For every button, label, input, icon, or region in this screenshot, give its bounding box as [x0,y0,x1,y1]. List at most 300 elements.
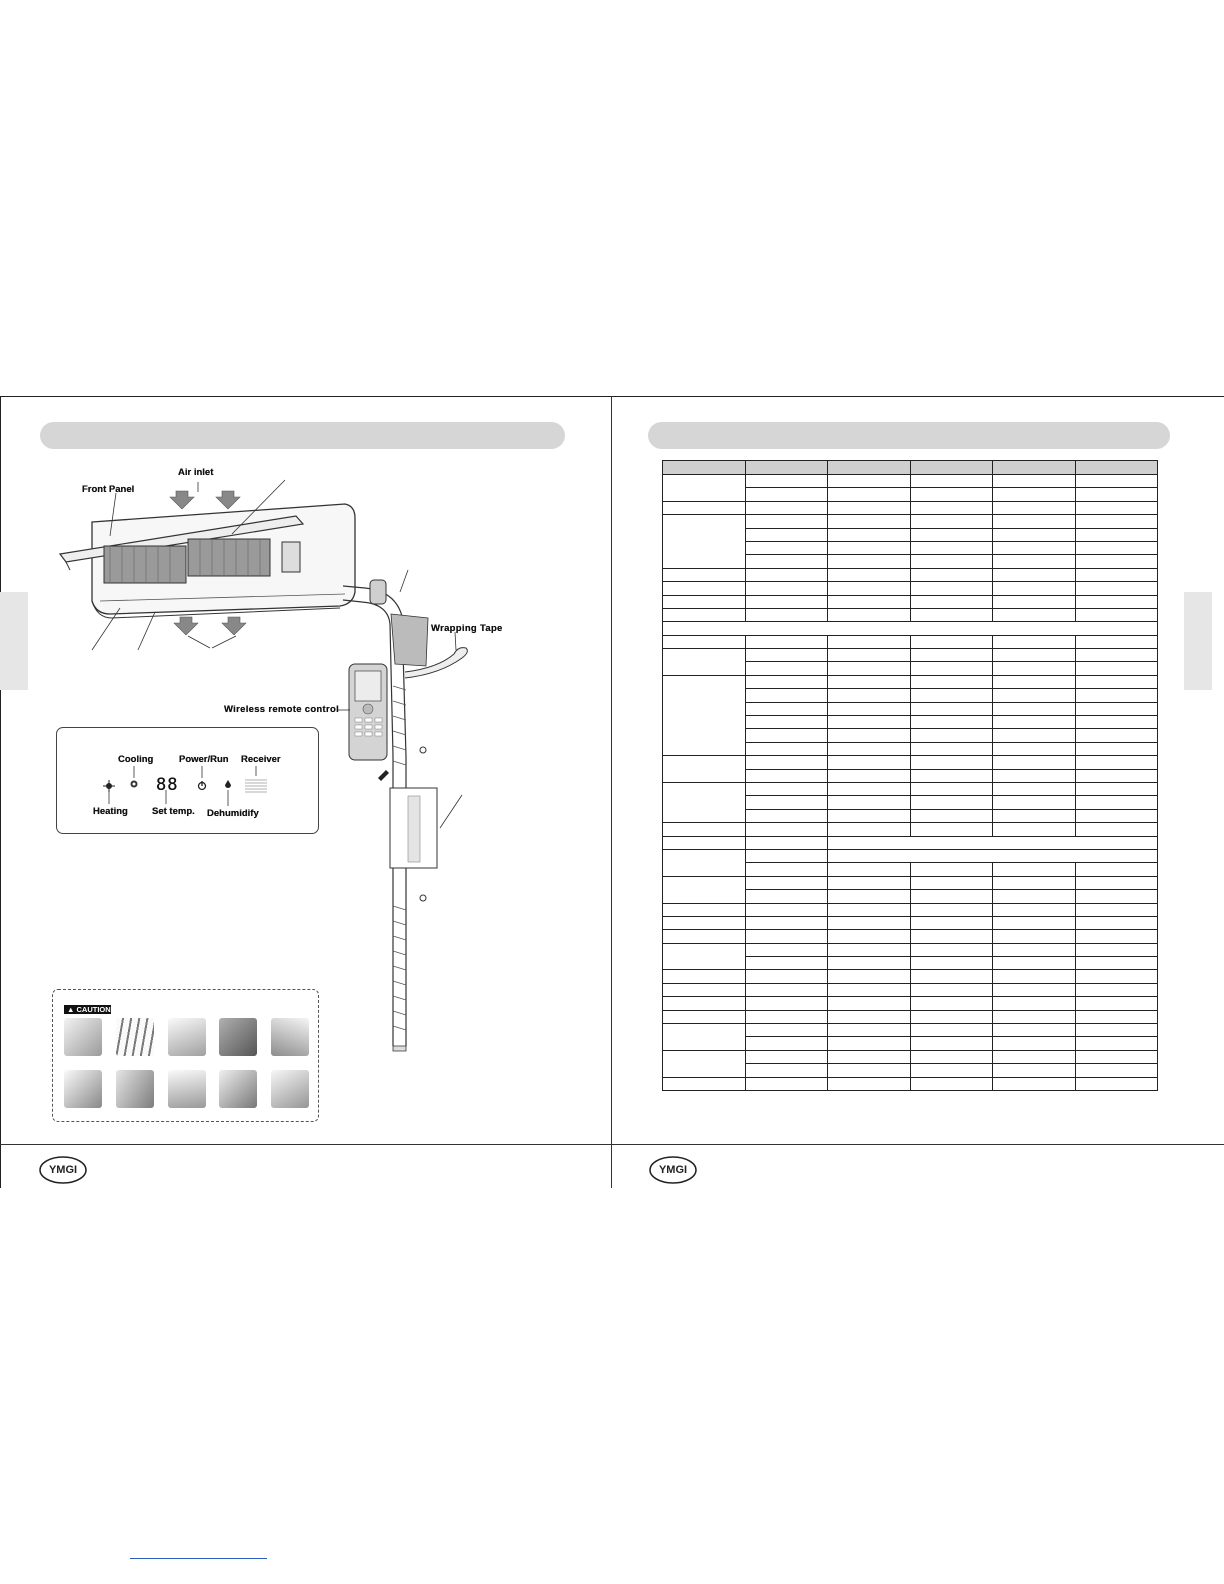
table-cell [1075,649,1158,662]
heating-label: Heating [93,806,128,817]
table-cell [1075,890,1158,903]
temperature-display: 88 [156,775,179,795]
table-cell [993,582,1076,595]
front-panel-label: Front Panel [82,484,135,495]
table-cell [1075,930,1158,943]
table-cell [828,689,911,702]
table-cell [828,836,1158,849]
table-cell [745,970,828,983]
table-cell [1075,608,1158,621]
table-cell [910,1077,993,1090]
table-cell [828,582,911,595]
table-cell [993,662,1076,675]
table-cell [993,742,1076,755]
cooling-icon [131,781,138,788]
table-cell [1075,756,1158,769]
table-cell [745,595,828,608]
table-cell [663,997,746,1010]
table-cell [910,541,993,554]
table-cell [828,876,911,889]
accessory-brackets [219,1018,257,1056]
table-cell [663,903,746,916]
receiver-label: Receiver [241,754,281,765]
table-cell [993,501,1076,514]
table-row [663,608,1158,621]
accessory-t-joint [219,1070,257,1108]
table-cell [828,957,911,970]
table-cell [1075,863,1158,876]
table-cell [1075,916,1158,929]
table-cell [663,1077,746,1090]
table-row [663,903,1158,916]
table-cell [745,863,828,876]
table-cell [828,983,911,996]
table-cell [1075,675,1158,688]
table-cell [745,716,828,729]
table-cell [910,488,993,501]
table-row [663,515,1158,528]
table-cell [1075,488,1158,501]
table-cell [993,890,1076,903]
table-cell [993,649,1076,662]
table-cell [663,930,746,943]
table-cell [745,916,828,929]
table-cell [745,635,828,648]
table-cell [745,608,828,621]
table-header-cell [745,461,828,475]
table-cell [663,970,746,983]
table-header-cell [828,461,911,475]
table-cell [993,488,1076,501]
table-cell [745,582,828,595]
table-cell [1075,903,1158,916]
table-cell [910,782,993,795]
table-cell [828,649,911,662]
table-cell [745,568,828,581]
table-cell [663,916,746,929]
table-cell [993,916,1076,929]
table-cell [745,997,828,1010]
table-cell [1075,729,1158,742]
caution-badge: ▲ CAUTION [64,1005,111,1014]
table-cell [745,823,828,836]
table-cell [745,649,828,662]
table-row [663,501,1158,514]
table-cell [828,809,911,822]
table-cell [993,796,1076,809]
table-cell [910,649,993,662]
table-cell [993,729,1076,742]
table-cell [745,890,828,903]
table-cell [1075,716,1158,729]
table-cell [828,1010,911,1023]
table-cell [745,742,828,755]
table-cell [745,930,828,943]
table-cell [663,501,746,514]
table-cell [828,675,911,688]
wrapping-tape-label: Wrapping Tape [431,623,503,634]
table-cell [1075,782,1158,795]
table-cell [745,983,828,996]
table-row [663,916,1158,929]
table-cell [1075,1050,1158,1063]
table-cell [993,608,1076,621]
table-cell [993,555,1076,568]
table-cell [910,1050,993,1063]
table-cell [993,1024,1076,1037]
heating-icon [103,780,115,792]
table-cell [993,769,1076,782]
accessory-kit-box [52,989,319,1122]
table-row [663,1010,1158,1023]
table-cell [1075,823,1158,836]
table-cell [1075,541,1158,554]
table-cell [1075,983,1158,996]
table-cell [828,742,911,755]
ymgi-logo-left [38,1154,88,1187]
table-cell [828,1077,911,1090]
table-cell [1075,742,1158,755]
right-page-header-bar [648,422,1170,449]
table-cell [745,528,828,541]
table-row [663,876,1158,889]
table-cell [993,930,1076,943]
table-cell [1075,970,1158,983]
table-row [663,568,1158,581]
table-cell [828,488,911,501]
cooling-label: Cooling [118,754,154,765]
table-cell [1075,943,1158,956]
accessory-coupler [271,1070,309,1108]
table-cell [663,515,746,569]
table-cell [745,1024,828,1037]
accessory-wall-cap [168,1018,206,1056]
receiver-grille-icon [245,780,267,792]
table-cell [828,1064,911,1077]
table-cell [1075,635,1158,648]
table-cell [828,997,911,1010]
table-cell [745,475,828,488]
table-cell [828,541,911,554]
table-header-cell [1075,461,1158,475]
table-cell [910,729,993,742]
table-cell [993,997,1076,1010]
accessory-duct-pipes [116,1018,154,1056]
air-inlet-label: Air inlet [178,467,214,478]
table-cell [663,1010,746,1023]
table-cell [1075,1037,1158,1050]
table-cell [910,756,993,769]
table-cell [745,756,828,769]
table-cell [663,876,746,903]
table-cell [910,1024,993,1037]
table-cell [828,555,911,568]
table-cell [828,782,911,795]
table-cell [910,957,993,970]
table-row [663,622,1158,635]
table-cell [1075,1077,1158,1090]
table-cell [745,729,828,742]
logo-text-right: YMGI [658,1164,688,1176]
table-cell [745,769,828,782]
table-cell [993,782,1076,795]
table-cell [993,515,1076,528]
table-cell [1075,957,1158,970]
table-cell [1075,796,1158,809]
table-cell [745,943,828,956]
link-underline[interactable] [130,1558,267,1559]
wireless-remote-label: Wireless remote control [224,704,340,715]
power-run-label: Power/Run [179,754,229,765]
table-cell [745,876,828,889]
table-cell [1075,662,1158,675]
table-cell [745,555,828,568]
table-cell [663,983,746,996]
table-cell [745,796,828,809]
table-row [663,970,1158,983]
table-cell [828,635,911,648]
table-cell [910,903,993,916]
table-cell [828,823,911,836]
logo-text-left: YMGI [48,1164,78,1176]
panel-indicators [57,728,320,835]
table-cell [828,515,911,528]
table-cell [745,903,828,916]
table-cell [910,675,993,688]
table-cell [1075,1064,1158,1077]
table-cell [828,796,911,809]
table-cell [663,622,1158,635]
table-cell [993,1050,1076,1063]
table-cell [1075,568,1158,581]
table-row [663,983,1158,996]
table-cell [1075,1010,1158,1023]
table-row [663,1077,1158,1090]
table-cell [745,1077,828,1090]
table-cell [828,943,911,956]
table-cell [993,689,1076,702]
accessory-joint-cover [271,1018,309,1056]
table-cell [1075,528,1158,541]
table-cell [663,608,746,621]
table-cell [745,836,828,849]
table-cell [663,836,746,849]
table-cell [745,1010,828,1023]
table-cell [993,716,1076,729]
table-cell [828,890,911,903]
table-cell [663,823,746,836]
table-cell [910,635,993,648]
table-cell [828,863,911,876]
set-temp-label: Set temp. [152,806,195,817]
table-cell [745,501,828,514]
table-cell [745,675,828,688]
table-cell [828,716,911,729]
table-cell [745,488,828,501]
table-cell [910,890,993,903]
table-cell [993,568,1076,581]
table-cell [910,970,993,983]
table-cell [910,515,993,528]
power-icon [199,781,206,790]
table-cell [828,501,911,514]
table-cell [1075,702,1158,715]
table-cell [910,595,993,608]
table-cell [910,809,993,822]
table-header-cell [910,461,993,475]
table-cell [745,849,828,862]
table-cell [910,702,993,715]
table-cell [993,970,1076,983]
table-cell [910,1010,993,1023]
table-cell [1075,595,1158,608]
table-cell [745,1050,828,1063]
table-header-row [663,461,1158,475]
table-cell [828,903,911,916]
table-cell [910,1064,993,1077]
table-row [663,635,1158,648]
right-side-tab [1184,592,1212,690]
table-cell [910,568,993,581]
table-cell [1075,475,1158,488]
table-cell [745,541,828,554]
table-cell [663,649,746,676]
table-cell [993,756,1076,769]
table-cell [745,702,828,715]
table-cell [1075,1024,1158,1037]
indoor-unit-illustration [60,480,355,650]
table-row [663,595,1158,608]
table-cell [1075,997,1158,1010]
table-cell [745,515,828,528]
table-row [663,1024,1158,1037]
table-cell [910,582,993,595]
accessory-end-fitting [168,1070,206,1108]
table-row [663,836,1158,849]
table-cell [745,1064,828,1077]
table-cell [910,876,993,889]
table-cell [745,689,828,702]
table-cell [745,782,828,795]
table-row [663,943,1158,956]
table-cell [993,475,1076,488]
table-cell [910,475,993,488]
table-cell [910,716,993,729]
table-cell [828,608,911,621]
table-cell [993,1010,1076,1023]
table-cell [828,528,911,541]
table-row [663,823,1158,836]
table-cell [663,475,746,502]
table-cell [910,983,993,996]
table-cell [1075,582,1158,595]
ymgi-logo-right [648,1154,698,1187]
table-row [663,930,1158,943]
table-cell [1075,809,1158,822]
table-cell [993,863,1076,876]
table-cell [745,1037,828,1050]
table-cell [663,943,746,970]
table-cell [993,876,1076,889]
table-cell [910,997,993,1010]
table-cell [828,849,1158,862]
table-cell [1075,769,1158,782]
table-cell [910,555,993,568]
table-cell [828,916,911,929]
table-cell [663,1024,746,1051]
table-cell [993,675,1076,688]
table-cell [993,943,1076,956]
table-cell [828,1037,911,1050]
table-cell [828,568,911,581]
table-row [663,475,1158,488]
table-cell [828,729,911,742]
table-cell [828,475,911,488]
table-row [663,782,1158,795]
table-row [663,582,1158,595]
table-cell [910,796,993,809]
table-cell [910,916,993,929]
table-cell [828,769,911,782]
table-cell [828,702,911,715]
table-cell [663,675,746,755]
table-cell [1075,555,1158,568]
left-page [0,396,612,1188]
table-cell [993,541,1076,554]
table-cell [993,1037,1076,1050]
table-cell [1075,689,1158,702]
specification-table [662,460,1158,1091]
piping-illustration [343,570,467,1051]
remote-control-illustration [338,664,389,781]
table-cell [993,809,1076,822]
table-cell [993,903,1076,916]
table-row [663,1050,1158,1063]
table-cell [663,849,746,876]
table-cell [663,1050,746,1077]
table-cell [745,662,828,675]
table-cell [745,957,828,970]
table-cell [993,702,1076,715]
table-cell [1075,515,1158,528]
table-cell [663,782,746,822]
table-header-cell [993,461,1076,475]
table-cell [910,742,993,755]
table-cell [910,662,993,675]
dehumidify-icon [225,780,231,788]
table-cell [910,1037,993,1050]
table-cell [993,528,1076,541]
table-cell [993,635,1076,648]
table-cell [993,823,1076,836]
table-cell [910,608,993,621]
dehumidify-label: Dehumidify [207,808,259,819]
table-cell [1075,876,1158,889]
table-cell [910,769,993,782]
table-cell [663,635,746,648]
table-cell [828,595,911,608]
table-cell [828,1050,911,1063]
accessory-elbow-cover [64,1018,102,1056]
table-cell [910,528,993,541]
table-cell [993,1064,1076,1077]
table-cell [1075,501,1158,514]
table-cell [828,1024,911,1037]
table-header-cell [663,461,746,475]
table-cell [910,501,993,514]
table-row [663,997,1158,1010]
table-cell [828,970,911,983]
